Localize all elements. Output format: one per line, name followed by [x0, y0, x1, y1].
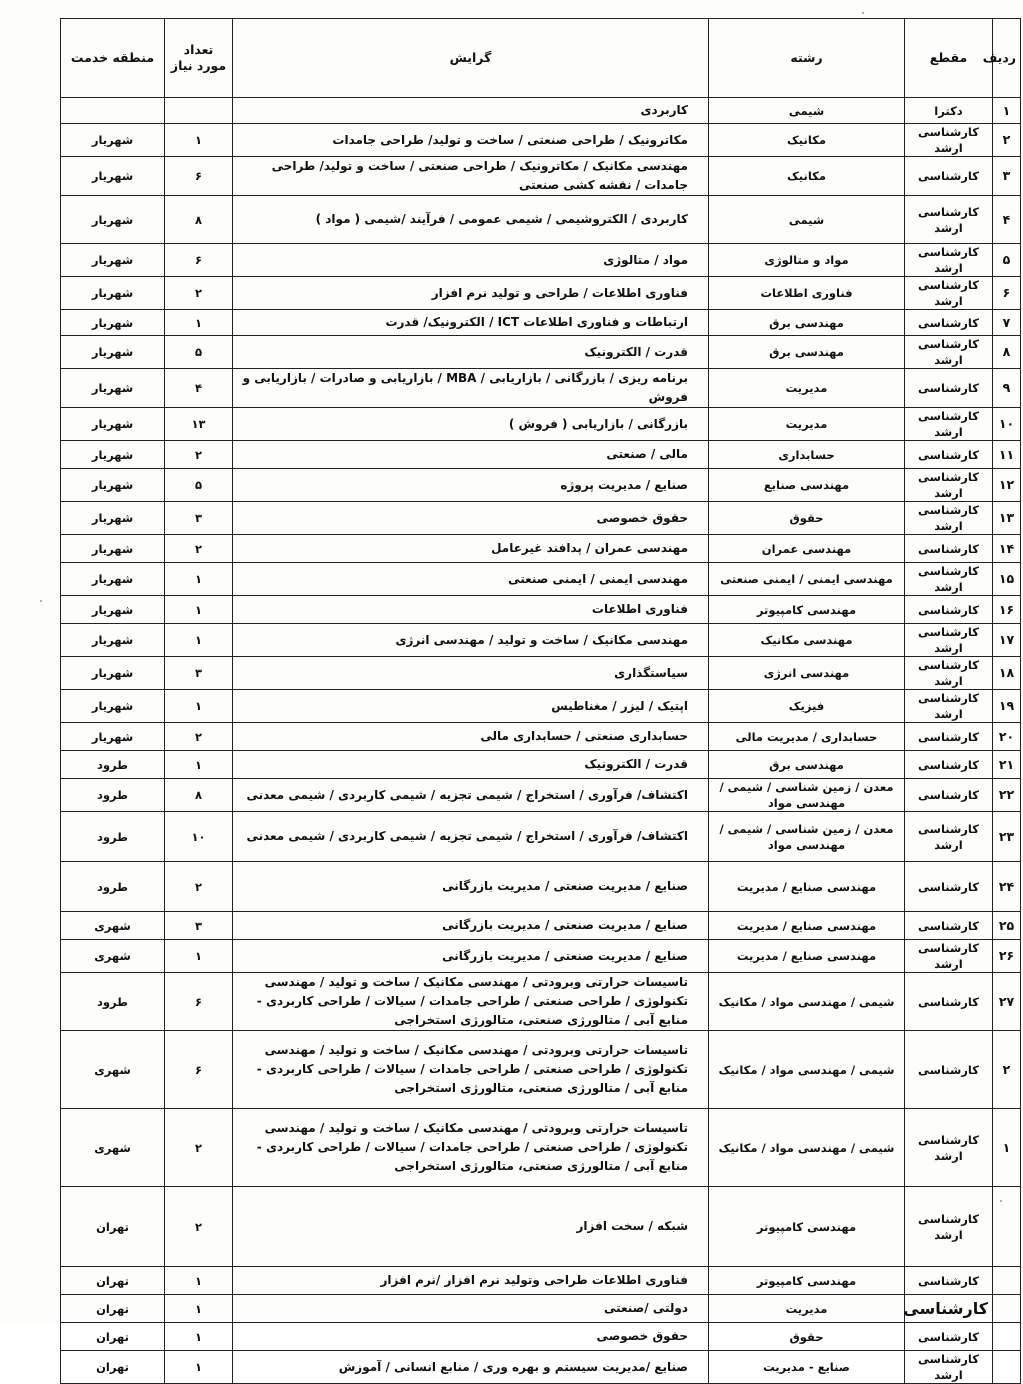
cell-row-number: ۷ [993, 310, 1021, 336]
cell-field: حسابداری [709, 441, 905, 469]
cell-count: ۲ [165, 1109, 233, 1187]
cell-count: ۱ [165, 124, 233, 157]
table-row [61, 502, 1021, 535]
cell-count: ۱ [165, 751, 233, 779]
cell-specialization: شبکه / سخت افزار [233, 1187, 709, 1267]
cell-level: دکترا [905, 98, 993, 124]
table-row [61, 1323, 1021, 1351]
header-specialization: گرایش [233, 19, 709, 98]
cell-field: مهندسی صنایع [709, 469, 905, 502]
cell-field: مهندسی برق [709, 751, 905, 779]
cell-count: ۵ [165, 336, 233, 369]
cell-level: کارشناسی ارشد [905, 690, 993, 723]
cell-region: شهریار [61, 196, 165, 244]
cell-region: شهریار [61, 657, 165, 690]
cell-row-number: ۱۷ [993, 624, 1021, 657]
cell-row-number: ۴ [993, 196, 1021, 244]
cell-region: شهریار [61, 310, 165, 336]
cell-row-number: ۱۸ [993, 657, 1021, 690]
cell-specialization: تاسیسات حرارتی وبرودتی / مهندسی مکانیک / ساخت و تولید / مهندسی تکنولوژی / طراحی صنعتی / طراحی جامدات / سیالات / طراحی کاربردی - منابع آبی / متالورژی صنعتی، متالورژی استخراجی [233, 1109, 709, 1187]
cell-level: کارشناسی ارشد [905, 940, 993, 973]
cell-field: صنایع - مدیریت [709, 1351, 905, 1384]
cell-row-number: ۲۷ [993, 973, 1021, 1031]
table-row [61, 535, 1021, 563]
cell-row-number [993, 1187, 1021, 1267]
cell-specialization: کاربردی [233, 98, 709, 124]
cell-row-number: ۱۶ [993, 596, 1021, 624]
cell-level: کارشناسی [905, 1031, 993, 1109]
cell-specialization: مهندسی مکانیک / مکاترونیک / طراحی صنعتی / ساخت و تولید/ طراحی جامدات / نقشه کشی صنعتی [233, 157, 709, 196]
cell-specialization: اپتیک / لیزر / مغناطیس [233, 690, 709, 723]
cell-specialization: حقوق خصوصی [233, 502, 709, 535]
cell-field: فیزیک [709, 690, 905, 723]
header-region: منطقه خدمت [61, 19, 165, 98]
table-row [61, 244, 1021, 277]
table-row [61, 1187, 1021, 1267]
cell-count: ۳ [165, 657, 233, 690]
cell-specialization: صنایع / مدیریت صنعتی / مدیریت بازرگانی [233, 862, 709, 912]
cell-row-number: ۲۲ [993, 779, 1021, 812]
table-row [61, 469, 1021, 502]
cell-count: ۲ [165, 862, 233, 912]
cell-field: مهندسی صنایع / مدیریت [709, 912, 905, 940]
cell-field: مواد و متالوژی [709, 244, 905, 277]
cell-region: طرود [61, 862, 165, 912]
table-row [61, 973, 1021, 1031]
cell-field: شیمی / مهندسی مواد / مکانیک [709, 1109, 905, 1187]
cell-field: مدیریت [709, 369, 905, 408]
cell-field: مهندسی عمران [709, 535, 905, 563]
table-row [61, 98, 1021, 124]
cell-field: شیمی / مهندسی مواد / مکانیک [709, 973, 905, 1031]
cell-specialization: اکتشاف/ فرآوری / استخراج / شیمی تجزیه / شیمی کاربردی / شیمی معدنی [233, 812, 709, 862]
cell-region: تهران [61, 1351, 165, 1384]
cell-region: تهران [61, 1267, 165, 1295]
cell-specialization: مالی / صنعتی [233, 441, 709, 469]
cell-specialization: برنامه ریزی / بازرگانی / بازاریابی / MBA / بازاریابی و صادرات / بازاریابی و فروش [233, 369, 709, 408]
cell-level: کارشناسی ارشد [905, 124, 993, 157]
cell-row-number: ۱۱ [993, 441, 1021, 469]
cell-row-number: ۳ [993, 157, 1021, 196]
cell-count: ۸ [165, 196, 233, 244]
cell-specialization: تاسیسات حرارتی وبرودتی / مهندسی مکانیک / ساخت و تولید / مهندسی تکنولوژی / طراحی صنعتی / طراحی جامدات / سیالات / طراحی کاربردی - منابع آبی / متالورژی صنعتی، متالورژی استخراجی [233, 973, 709, 1031]
cell-count: ۱۰ [165, 812, 233, 862]
table-row [61, 1267, 1021, 1295]
cell-region: شهریار [61, 690, 165, 723]
cell-level: کارشناسی ارشد [905, 336, 993, 369]
cell-field: حقوق [709, 1323, 905, 1351]
cell-level: کارشناسی ارشد [905, 196, 993, 244]
cell-count: ۳ [165, 912, 233, 940]
cell-count: ۲ [165, 277, 233, 310]
cell-region: شهری [61, 912, 165, 940]
cell-level: کارشناسی [905, 723, 993, 751]
cell-specialization: فناوری اطلاعات طراحی وتولید نرم افزار /نرم افزار [233, 1267, 709, 1295]
cell-region: شهریار [61, 277, 165, 310]
cell-count: ۱ [165, 1323, 233, 1351]
cell-level: کارشناسی [905, 369, 993, 408]
table-row [61, 408, 1021, 441]
table-header-row [61, 19, 1021, 98]
cell-region: شهریار [61, 469, 165, 502]
cell-region: شهریار [61, 596, 165, 624]
cell-specialization: صنایع / مدیریت پروژه [233, 469, 709, 502]
cell-count: ۱ [165, 1267, 233, 1295]
cell-field: مدیریت [709, 1295, 905, 1323]
table-row [61, 812, 1021, 862]
cell-row-number: ۱ [993, 98, 1021, 124]
cell-specialization: صنایع /مدیریت سیستم و بهره وری / منابع انسانی / آموزش [233, 1351, 709, 1384]
cell-row-number: ۲ [993, 1031, 1021, 1109]
cell-specialization: مهندسی ایمنی / ایمنی صنعتی [233, 563, 709, 596]
table-body [61, 98, 1021, 1384]
table-row [61, 1351, 1021, 1384]
cell-count: ۶ [165, 244, 233, 277]
cell-count: ۶ [165, 157, 233, 196]
header-level: مقطع [905, 19, 993, 98]
cell-field: مهندسی مکانیک [709, 624, 905, 657]
cell-region: شهریار [61, 723, 165, 751]
cell-row-number: ۱۳ [993, 502, 1021, 535]
cell-row-number: ۱۲ [993, 469, 1021, 502]
cell-field: مهندسی صنایع / مدیریت [709, 862, 905, 912]
cell-level: کارشناسی [905, 912, 993, 940]
cell-region: شهریار [61, 336, 165, 369]
cell-level: کارشناسی [905, 596, 993, 624]
cell-level: کارشناسی [905, 751, 993, 779]
table-row [61, 563, 1021, 596]
cell-field: مهندسی کامپیوتر [709, 1187, 905, 1267]
cell-count: ۸ [165, 779, 233, 812]
cell-row-number: ۲۴ [993, 862, 1021, 912]
cell-count: ۴ [165, 369, 233, 408]
table-row [61, 779, 1021, 812]
table-row [61, 940, 1021, 973]
cell-count: ۱ [165, 1351, 233, 1384]
cell-row-number: ۱۰ [993, 408, 1021, 441]
table-row [61, 277, 1021, 310]
table-row [61, 1031, 1021, 1109]
cell-specialization: حسابداری صنعتی / حسابداری مالی [233, 723, 709, 751]
cell-level: کارشناسی ارشد [905, 408, 993, 441]
cell-level: کارشناسی [905, 862, 993, 912]
cell-specialization: سیاستگذاری [233, 657, 709, 690]
scan-speck [40, 600, 42, 602]
cell-field: مکانیک [709, 124, 905, 157]
cell-region: شهریار [61, 441, 165, 469]
cell-specialization: کاربردی / الکتروشیمی / شیمی عمومی / فرآیند /شیمی ( مواد ) [233, 196, 709, 244]
header-row-number: ردیف [993, 19, 1021, 98]
cell-field: مهندسی برق [709, 310, 905, 336]
cell-count: ۲ [165, 1187, 233, 1267]
cell-row-number: ۲۰ [993, 723, 1021, 751]
cell-region: شهری [61, 940, 165, 973]
cell-row-number: ۱۹ [993, 690, 1021, 723]
cell-row-number: ۲۳ [993, 812, 1021, 862]
cell-row-number: ۱۴ [993, 535, 1021, 563]
cell-level: کارشناسی [905, 1323, 993, 1351]
cell-specialization: قدرت / الکترونیک [233, 751, 709, 779]
table-row [61, 1295, 1021, 1323]
cell-count: ۶ [165, 1031, 233, 1109]
cell-row-number: ۲۵ [993, 912, 1021, 940]
table-row [61, 1109, 1021, 1187]
cell-specialization: مهندسی مکانیک / ساخت و تولید / مهندسی انرژی [233, 624, 709, 657]
cell-level: کارشناسی ارشد [905, 1109, 993, 1187]
cell-level: کارشناسی ارشد [905, 624, 993, 657]
table-row [61, 310, 1021, 336]
cell-level: کارشناسی ارشد [905, 1187, 993, 1267]
table-row [61, 862, 1021, 912]
table-row [61, 723, 1021, 751]
cell-count: ۲ [165, 441, 233, 469]
cell-region: شهری [61, 1109, 165, 1187]
table-row [61, 157, 1021, 196]
cell-level: کارشناسی ارشد [905, 812, 993, 862]
cell-count: ۱ [165, 1295, 233, 1323]
cell-region: شهریار [61, 563, 165, 596]
cell-level: کارشناسی ارشد [905, 657, 993, 690]
scan-speck [862, 12, 864, 14]
table-row [61, 196, 1021, 244]
jobs-table [60, 18, 1021, 1384]
table-row [61, 912, 1021, 940]
cell-specialization: مواد / متالوژی [233, 244, 709, 277]
table-row [61, 596, 1021, 624]
cell-level: کارشناسی ارشد [905, 563, 993, 596]
cell-count: ۳ [165, 502, 233, 535]
cell-region: شهریار [61, 624, 165, 657]
cell-count: ۱ [165, 624, 233, 657]
cell-row-number: ۱۵ [993, 563, 1021, 596]
table-row [61, 336, 1021, 369]
table-row [61, 369, 1021, 408]
cell-row-number [993, 1267, 1021, 1295]
cell-row-number [993, 1295, 1021, 1323]
cell-region: شهریار [61, 502, 165, 535]
cell-region: شهری [61, 1031, 165, 1109]
cell-row-number: ۶ [993, 277, 1021, 310]
cell-specialization: دولتی /صنعتی [233, 1295, 709, 1323]
cell-field: مدیریت [709, 408, 905, 441]
cell-field: مهندسی انرژی [709, 657, 905, 690]
cell-row-number: ۲۶ [993, 940, 1021, 973]
cell-specialization: اکتشاف/ فرآوری / استخراج / شیمی تجزیه / شیمی کاربردی / شیمی معدنی [233, 779, 709, 812]
cell-field: حسابداری / مدیریت مالی [709, 723, 905, 751]
cell-level: کارشناسی ارشد [905, 244, 993, 277]
cell-region: شهریار [61, 369, 165, 408]
cell-specialization: صنایع / مدیریت صنعتی / مدیریت بازرگانی [233, 940, 709, 973]
cell-field: مهندسی صنایع / مدیریت [709, 940, 905, 973]
cell-specialization: تاسیسات حرارتی وبرودتی / مهندسی مکانیک / ساخت و تولید / مهندسی تکنولوژی / طراحی صنعتی / طراحی جامدات / سیالات / طراحی کاربردی - منابع آبی / متالورژی صنعتی، متالورژی استخراجی [233, 1031, 709, 1109]
cell-level: کارشناسی ارشد [905, 1351, 993, 1384]
cell-specialization: فناوری اطلاعات [233, 596, 709, 624]
cell-row-number [993, 1351, 1021, 1384]
cell-specialization: بازرگانی / بازاریابی ( فروش ) [233, 408, 709, 441]
cell-region: طرود [61, 751, 165, 779]
cell-region: طرود [61, 812, 165, 862]
cell-row-number: ۵ [993, 244, 1021, 277]
cell-count: ۲ [165, 535, 233, 563]
cell-field: مهندسی کامپیوتر [709, 596, 905, 624]
table-row [61, 751, 1021, 779]
cell-field: مهندسی کامپیوتر [709, 1267, 905, 1295]
cell-level: کارشناسی [905, 779, 993, 812]
cell-level: کارشناسی [905, 1267, 993, 1295]
cell-count: ۱ [165, 940, 233, 973]
cell-region: طرود [61, 779, 165, 812]
cell-row-number: ۸ [993, 336, 1021, 369]
cell-level: کارشناسی [905, 1295, 993, 1323]
cell-region: تهران [61, 1295, 165, 1323]
cell-count: ۱ [165, 690, 233, 723]
cell-level: کارشناسی [905, 535, 993, 563]
cell-count [165, 98, 233, 124]
cell-specialization: مهندسی عمران / پدافند غیرعامل [233, 535, 709, 563]
cell-region: شهریار [61, 535, 165, 563]
cell-level: کارشناسی [905, 441, 993, 469]
cell-count: ۱۳ [165, 408, 233, 441]
cell-field: شیمی [709, 98, 905, 124]
cell-field: شیمی [709, 196, 905, 244]
cell-field: مهندسی برق [709, 336, 905, 369]
table-row [61, 690, 1021, 723]
cell-count: ۱ [165, 310, 233, 336]
table-row [61, 441, 1021, 469]
cell-field: مکانیک [709, 157, 905, 196]
cell-specialization: ارتباطات و فناوری اطلاعات ICT / الکترونیک/ قدرت [233, 310, 709, 336]
header-count: تعداد مورد نیاز [165, 19, 233, 98]
cell-count: ۶ [165, 973, 233, 1031]
table-row [61, 657, 1021, 690]
cell-field: مهندسی ایمنی / ایمنی صنعتی [709, 563, 905, 596]
cell-region [61, 98, 165, 124]
cell-specialization: حقوق خصوصی [233, 1323, 709, 1351]
cell-region: تهران [61, 1187, 165, 1267]
cell-level: کارشناسی ارشد [905, 277, 993, 310]
cell-level: کارشناسی ارشد [905, 469, 993, 502]
table-row [61, 624, 1021, 657]
cell-field: فناوری اطلاعات [709, 277, 905, 310]
cell-region: تهران [61, 1323, 165, 1351]
cell-count: ۱ [165, 563, 233, 596]
cell-row-number: ۱ [993, 1109, 1021, 1187]
cell-field: حقوق [709, 502, 905, 535]
cell-field: معدن / زمین شناسی / شیمی / مهندسی مواد [709, 779, 905, 812]
cell-level: کارشناسی [905, 973, 993, 1031]
cell-level: کارشناسی ارشد [905, 502, 993, 535]
cell-field: معدن / زمین شناسی / شیمی / مهندسی مواد [709, 812, 905, 862]
cell-specialization: فناوری اطلاعات / طراحی و تولید نرم افزار [233, 277, 709, 310]
cell-region: طرود [61, 973, 165, 1031]
cell-field: شیمی / مهندسی مواد / مکانیک [709, 1031, 905, 1109]
cell-region: شهریار [61, 408, 165, 441]
cell-count: ۵ [165, 469, 233, 502]
cell-count: ۲ [165, 723, 233, 751]
cell-region: شهریار [61, 157, 165, 196]
cell-row-number: ۲ [993, 124, 1021, 157]
header-field: رشته [709, 19, 905, 98]
cell-row-number: ۹ [993, 369, 1021, 408]
cell-specialization: قدرت / الکترونیک [233, 336, 709, 369]
table-row [61, 124, 1021, 157]
cell-count: ۱ [165, 596, 233, 624]
cell-row-number [993, 1323, 1021, 1351]
cell-region: شهریار [61, 244, 165, 277]
cell-level: کارشناسی [905, 157, 993, 196]
cell-row-number: ۲۱ [993, 751, 1021, 779]
cell-specialization: مکاترونیک / طراحی صنعتی / ساخت و تولید/ طراحی جامدات [233, 124, 709, 157]
cell-level: کارشناسی [905, 310, 993, 336]
cell-region: شهریار [61, 124, 165, 157]
cell-specialization: صنایع / مدیریت صنعتی / مدیریت بازرگانی [233, 912, 709, 940]
